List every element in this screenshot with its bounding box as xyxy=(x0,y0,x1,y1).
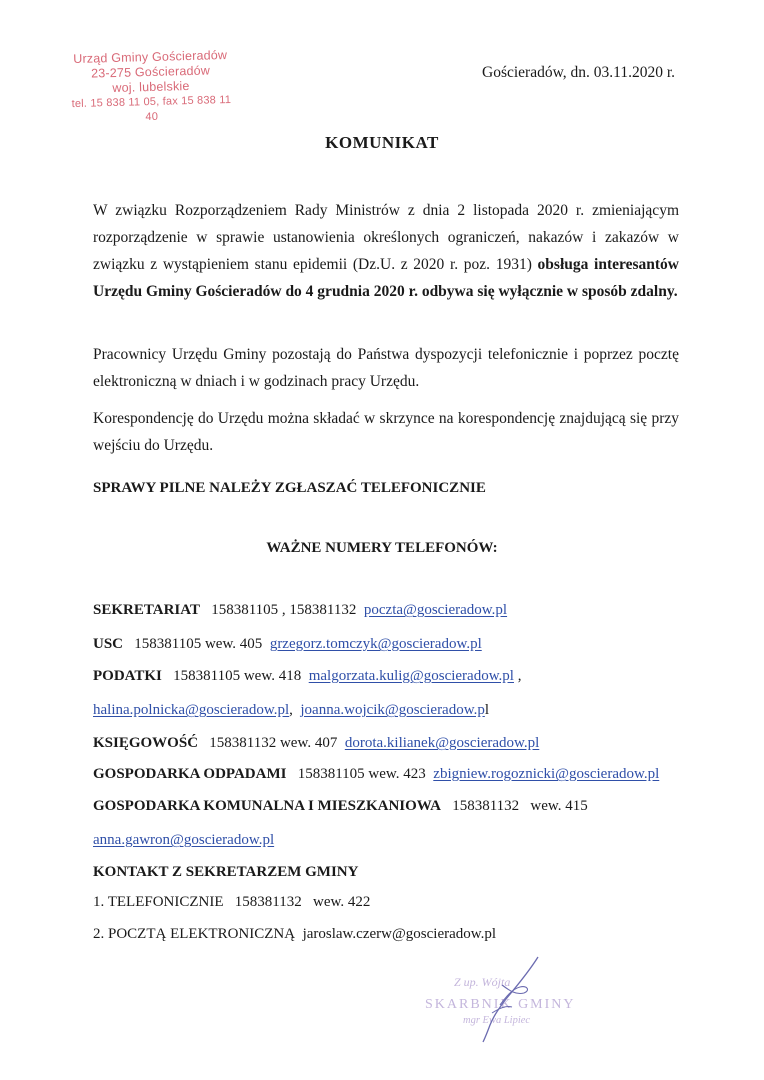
email-link-usc[interactable]: grzegorz.tomczyk@goscieradow.pl xyxy=(269,636,482,652)
secretary-heading: KONTAKT Z SEKRETARZEM GMINY xyxy=(93,864,359,880)
signature-name: mgr Ewa Lipiec xyxy=(463,1015,531,1026)
paragraph-correspondence: Korespondencję do Urzędu można składać w skrzynce na korespondencję znajdującą się przy wejściu do Urzędu. xyxy=(93,410,679,454)
secretary-email-label: 2. POCZTĄ ELEKTRONICZNĄ xyxy=(93,926,296,942)
contact-label: SEKRETARIAT xyxy=(93,602,200,618)
paragraph-staff: Pracownicy Urzędu Gminy pozostają do Państwa dyspozycji telefonicznie i poprzez pocztę elektroniczną w dniach i w godzinach pracy Urzędu. xyxy=(93,346,679,390)
signature-role: SKARBNIK GMINY xyxy=(425,997,576,1012)
contact-usc xyxy=(93,636,482,653)
stamp-line-1: Urząd Gminy Gościeradów xyxy=(73,47,228,67)
contact-phone: 158381105 wew. 423 xyxy=(297,766,426,782)
paragraph-regulation-text: W związku Rozporządzeniem Rady Ministrów z dnia 2 listopada 2020 r. zmieniającym rozporządzenie w sprawie ustanowienia określonych ograniczeń, nakazów i zakazów w związku z wystąpieniem stanu epidemii (Dz.U. z 2020 r. poz. 1931) xyxy=(93,202,679,273)
secretary-phone xyxy=(93,894,370,911)
secretary-phone-number: 158381132 xyxy=(234,894,302,910)
secretary-phone-ext: wew. 422 xyxy=(313,894,371,910)
email-link-polnicka[interactable]: halina.polnicka@goscieradow.pl xyxy=(93,702,290,718)
email-link-gawron[interactable]: anna.gawron@goscieradow.pl xyxy=(93,832,275,848)
contact-label: USC xyxy=(93,636,124,652)
email-tail: l xyxy=(484,702,489,718)
contact-komunalna-email xyxy=(93,832,274,849)
stamp-line-4: tel. 15 838 11 05, fax 15 838 11 40 xyxy=(71,93,232,124)
phones-heading: WAŻNE NUMERY TELEFONÓW: xyxy=(266,540,498,556)
office-stamp xyxy=(65,48,237,127)
contact-sekretariat xyxy=(93,602,507,619)
secretary-email-address: jaroslaw.czerw@goscieradow.pl xyxy=(302,926,497,942)
contact-ext: wew. 415 xyxy=(530,798,588,814)
paragraph-regulation xyxy=(93,197,679,305)
secretary-email xyxy=(93,926,496,943)
signature-stamp xyxy=(420,955,576,1045)
contact-podatki-cont: halina.polnicka@goscieradow.pl, joanna.wojcik@goscieradow.pl xyxy=(93,702,489,718)
contact-phone: 158381105 wew. 418 xyxy=(173,668,302,684)
stamp-line-3: woj. lubelskie xyxy=(112,78,190,96)
contact-phone: 158381132 wew. 407 xyxy=(209,735,338,751)
contact-komunalna xyxy=(93,798,588,815)
contact-label: GOSPODARKA ODPADAMI xyxy=(93,766,287,782)
secretary-phone-label: 1. TELEFONICZNIE xyxy=(93,894,224,910)
handwritten-signature-icon xyxy=(420,955,570,1045)
stamp-line-2: 23-275 Gościeradów xyxy=(90,63,211,81)
contact-odpady xyxy=(93,766,659,783)
email-link-odpady[interactable]: zbigniew.rogoznicki@goscieradow.pl xyxy=(433,766,660,782)
contact-label: PODATKI xyxy=(93,668,162,684)
paragraph-regulation-bold: obsługa interesantów Urzędu Gminy Gościeradów do 4 grudnia 2020 r. odbywa się wyłącznie w sposób zdalny. xyxy=(93,256,679,300)
contact-podatki: PODATKI 158381105 wew. 418 malgorzata.kulig@goscieradow.pl , xyxy=(93,668,522,684)
email-link-ksiegowosc[interactable]: dorota.kilianek@goscieradow.pl xyxy=(344,735,540,751)
document-title: KOMUNIKAT xyxy=(325,133,439,152)
contact-phone: 158381105 wew. 405 xyxy=(134,636,263,652)
contact-phone: 158381105 , 158381132 xyxy=(211,602,357,618)
email-link-sekretariat[interactable]: poczta@goscieradow.pl xyxy=(363,602,508,618)
email-link-kulig[interactable]: malgorzata.kulig@goscieradow.pl xyxy=(308,668,514,684)
contact-ksiegowosc xyxy=(93,735,539,752)
signature-proxy-text: Z up. Wójta xyxy=(454,975,511,989)
urgent-notice: SPRAWY PILNE NALEŻY ZGŁASZAĆ TELEFONICZNIE xyxy=(93,480,486,496)
email-link-wojcik[interactable]: joanna.wojcik@goscieradow.p xyxy=(300,702,485,718)
contact-label: GOSPODARKA KOMUNALNA I MIESZKANIOWA xyxy=(93,798,441,814)
contact-label: KSIĘGOWOŚĆ xyxy=(93,735,199,751)
contact-phone: 158381132 xyxy=(452,798,520,814)
document-date: Gościeradów, dn. 03.11.2020 r. xyxy=(482,64,676,81)
